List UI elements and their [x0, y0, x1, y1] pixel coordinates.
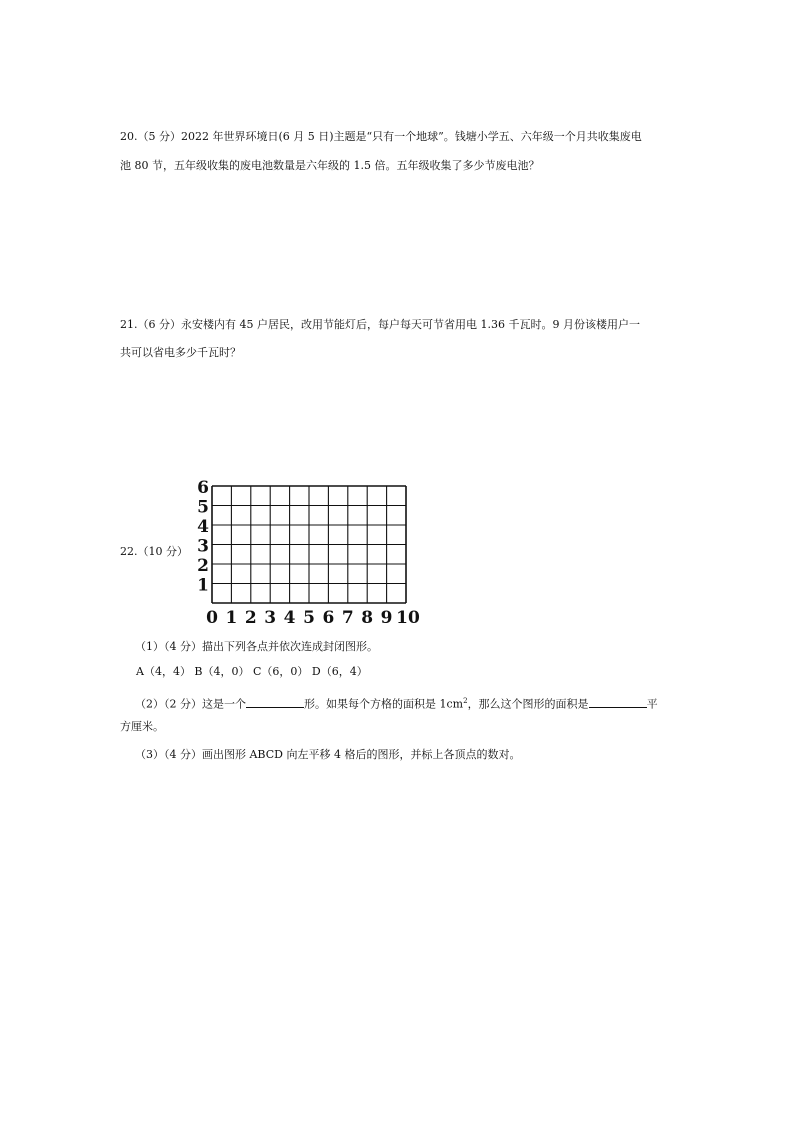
q22-label: 22.（10 分） — [120, 545, 188, 558]
x-tick-label: 2 — [244, 608, 257, 626]
x-tick-label: 8 — [361, 608, 374, 626]
x-tick-label: 9 — [380, 608, 393, 626]
x-tick-label: 1 — [225, 608, 238, 626]
x-tick-label: 10 — [396, 608, 420, 626]
x-tick-label: 7 — [341, 608, 354, 626]
x-tick-label: 5 — [303, 608, 315, 626]
shape-answer-blank[interactable] — [246, 697, 304, 708]
q22-part-2-text-a: （2）（2 分）这是一个 — [135, 697, 246, 711]
q22-part-2-line-2: 方厘米。 — [120, 720, 164, 733]
q22-part-2-text-c: ，那么这个图形的面积是 — [467, 697, 589, 711]
y-tick-label: 1 — [197, 575, 209, 596]
q22-part-2-text-b: 形。如果每个方格的面积是 1cm — [304, 697, 464, 711]
q20-line-2: 池 80 节，五年级收集的废电池数量是六年级的 1.5 倍。五年级收集了多少节废电池？ — [120, 159, 540, 172]
x-tick-label: 4 — [283, 608, 296, 626]
coordinate-grid[interactable] — [196, 478, 426, 626]
x-tick-label: 3 — [264, 608, 277, 626]
y-tick-label: 5 — [197, 497, 209, 518]
x-tick-label: 6 — [322, 608, 335, 626]
y-tick-label: 2 — [197, 556, 209, 576]
q22-part-2-superscript: 2 — [463, 697, 468, 705]
q22-part-3: （3）（4 分）画出图形 ABCD 向左平移 4 格后的图形，并标上各顶点的数对。 — [135, 748, 521, 761]
q21-line-2: 共可以省电多少千瓦时？ — [120, 346, 241, 359]
q22-part-1: （1）（4 分）描出下列各点并依次连成封闭图形。 — [135, 640, 378, 653]
area-answer-blank[interactable] — [589, 697, 647, 708]
x-tick-label: 0 — [206, 608, 218, 626]
q22-points: A（4，4） B（4，0） C（6，0） D（6，4） — [136, 665, 368, 678]
q21-line-1: 21.（6 分）永安楼内有 45 户居民，改用节能灯后，每户每天可节省用电 1.36 千瓦时。9 月份该楼用户一 — [120, 318, 640, 331]
q22-part-2-line-1 — [135, 694, 658, 712]
y-tick-label: 3 — [197, 536, 209, 557]
grid-svg — [196, 478, 426, 626]
y-tick-label: 6 — [197, 478, 209, 498]
q20-line-1: 20.（5 分）2022 年世界环境日(6 月 5 日)主题是“只有一个地球”。钱塘小学五、六年级一个月共收集废电 — [120, 130, 642, 143]
q22-part-2-text-d: 平 — [646, 697, 658, 711]
y-tick-label: 4 — [197, 517, 209, 537]
